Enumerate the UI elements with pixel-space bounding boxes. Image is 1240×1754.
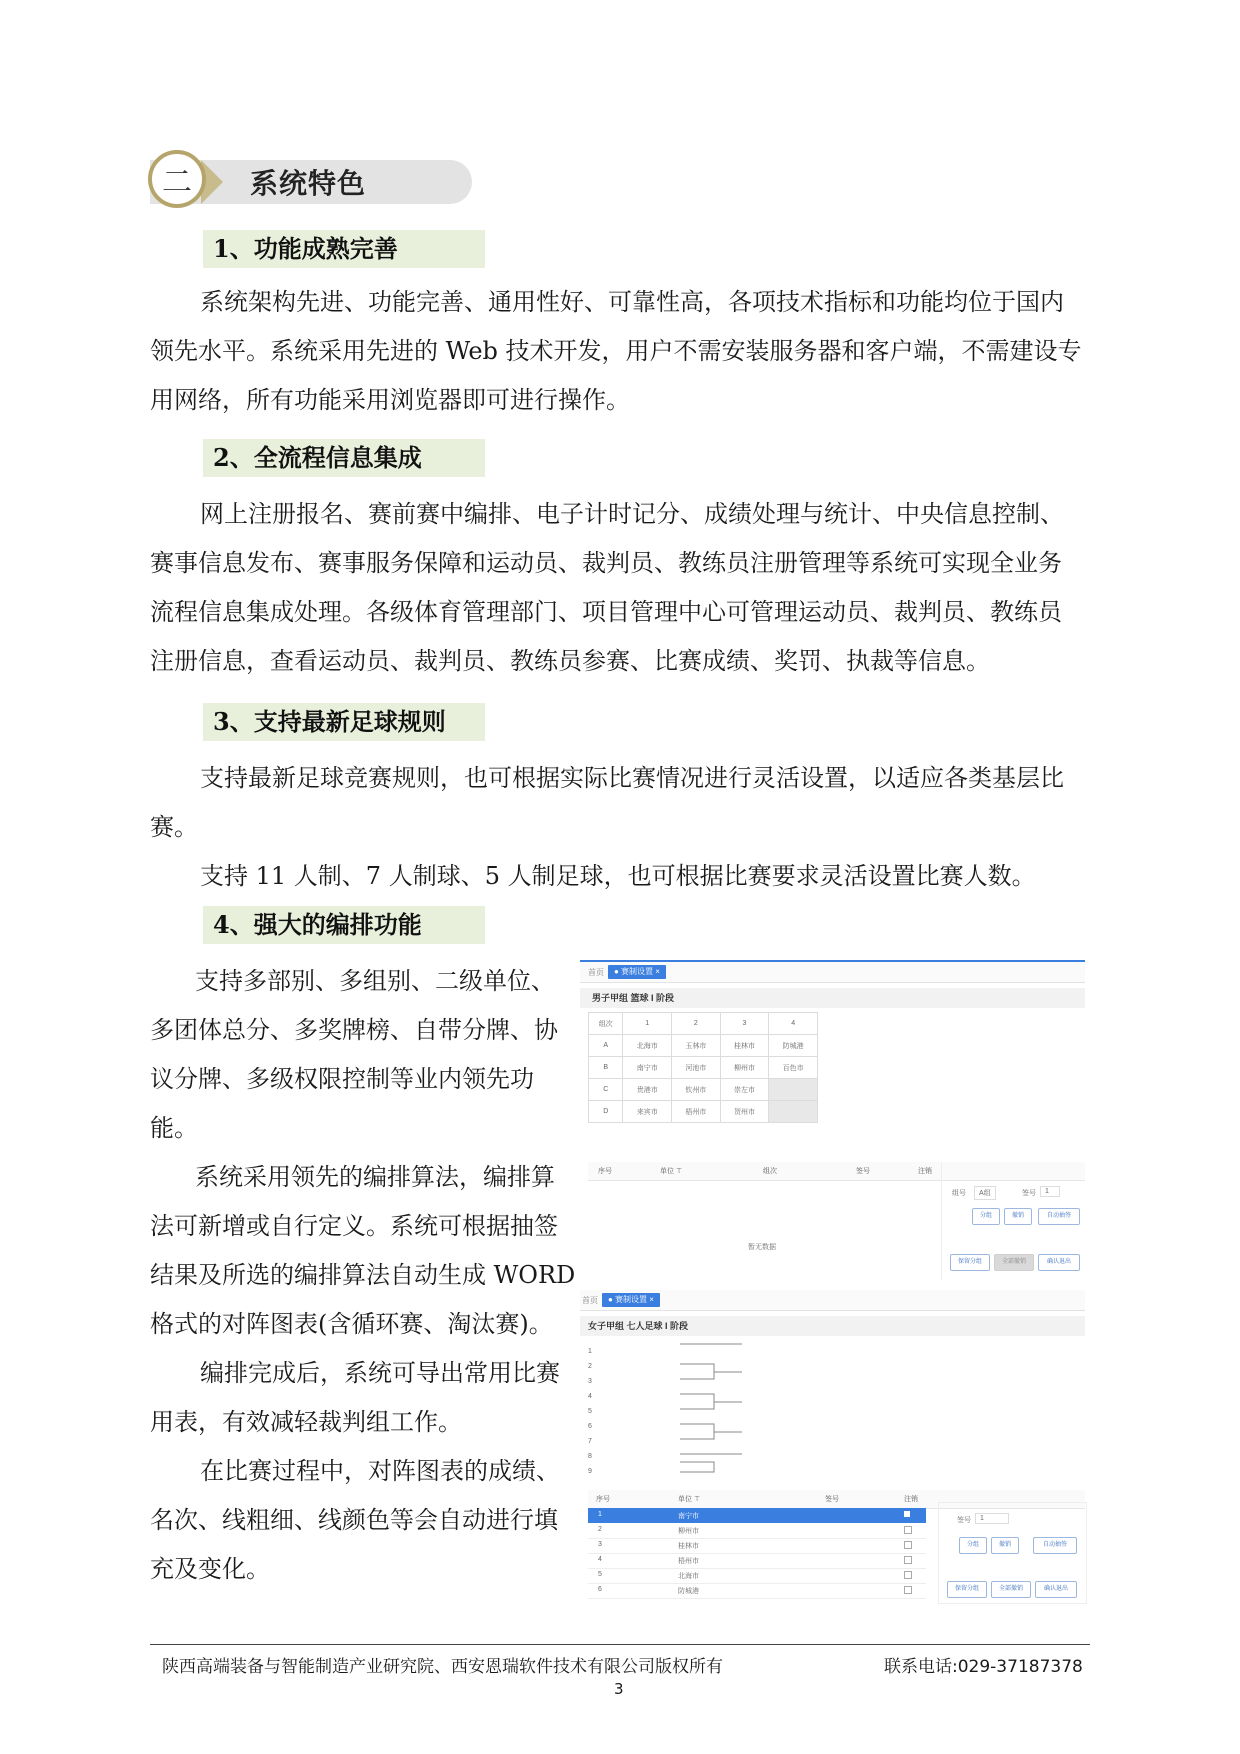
table-row[interactable] xyxy=(588,1523,926,1539)
undo-all-button[interactable]: 全部撤销 xyxy=(994,1254,1034,1271)
paragraph-line: 赛。 xyxy=(150,813,198,841)
table-cell[interactable]: 桂林市 xyxy=(720,1035,769,1057)
subsection-heading-3: 3、支持最新足球规则 xyxy=(203,703,485,741)
checkbox[interactable] xyxy=(904,1556,912,1564)
table-cell-empty xyxy=(769,1079,818,1101)
group-select[interactable]: A组 xyxy=(974,1186,996,1200)
page-number: 3 xyxy=(614,1680,624,1698)
table-cell[interactable]: 玉林市 xyxy=(672,1035,721,1057)
table-header-cell: 4 xyxy=(769,1013,818,1035)
section-title: 系统特色 xyxy=(250,167,367,200)
paragraph-line: 格式的对阵图表(含循环赛、淘汰赛)。 xyxy=(150,1310,553,1338)
paragraph-line: 能。 xyxy=(150,1114,198,1142)
group-label: 组号 xyxy=(952,1190,966,1197)
paragraph-line: 充及变化。 xyxy=(150,1555,270,1583)
empty-state-text: 暂无数据 xyxy=(748,1244,776,1251)
row-index: 6 xyxy=(598,1586,602,1593)
group-table xyxy=(588,1012,818,1123)
table-row[interactable] xyxy=(588,1553,926,1569)
undo-button[interactable]: 撤销 xyxy=(1004,1208,1032,1225)
table-cell[interactable]: 百色市 xyxy=(769,1057,818,1079)
paragraph-line: 支持 11 人制、7 人制球、5 人制足球，也可根据比赛要求灵活设置比赛人数。 xyxy=(200,862,1036,890)
column-header: 签号 xyxy=(825,1496,839,1503)
sign-label: 签号 xyxy=(957,1517,971,1524)
seed-number: 2 xyxy=(588,1363,592,1370)
column-header: 序号 xyxy=(598,1168,612,1175)
confirm-exit-button[interactable]: 确认退出 xyxy=(1038,1254,1080,1271)
paragraph-line: 结果及所选的编排算法自动生成 WORD xyxy=(150,1261,576,1289)
footer-phone: 联系电话:029-37187378 xyxy=(884,1657,1083,1677)
subsection-heading-2: 2、全流程信息集成 xyxy=(203,439,485,477)
screenshot-draw-list xyxy=(588,1162,1085,1280)
table-cell[interactable]: 贺州市 xyxy=(720,1101,769,1123)
table-row[interactable] xyxy=(588,1568,926,1584)
checkbox[interactable] xyxy=(904,1511,910,1517)
seed-number: 6 xyxy=(588,1423,592,1430)
column-header: 注销 xyxy=(918,1168,932,1175)
bracket-seed-numbers xyxy=(588,1344,592,1479)
table-row-selected[interactable] xyxy=(588,1508,926,1523)
column-header[interactable]: 单位 ⊤ xyxy=(660,1168,683,1175)
screenshot-group-draw xyxy=(580,960,1085,1132)
table-row[interactable] xyxy=(588,1583,926,1599)
paragraph-line: 法可新增或自行定义。系统可根据抽签 xyxy=(150,1212,558,1240)
paragraph-line: 在比赛过程中，对阵图表的成绩、 xyxy=(200,1457,560,1485)
draw-control-panel xyxy=(941,1162,1086,1280)
confirm-exit-button[interactable]: 确认退出 xyxy=(1035,1581,1077,1598)
footer-copyright: 陕西高端装备与智能制造产业研究院、西安恩瑞软件技术有限公司版权所有 xyxy=(162,1657,723,1677)
tab-home[interactable]: 首页 xyxy=(582,1296,598,1305)
paragraph-line: 支持多部别、多组别、二级单位、 xyxy=(195,967,555,995)
table-cell[interactable]: 钦州市 xyxy=(672,1079,721,1101)
paragraph-line: 用表，有效减轻裁判组工作。 xyxy=(150,1408,462,1436)
keep-groups-button[interactable]: 保留分组 xyxy=(950,1254,990,1271)
sign-control-panel xyxy=(938,1502,1087,1604)
table-cell[interactable]: 河池市 xyxy=(672,1057,721,1079)
table-cell-empty xyxy=(769,1101,818,1123)
footer-divider xyxy=(150,1644,1090,1645)
tab-home[interactable]: 首页 xyxy=(588,968,604,977)
table-header-cell: 组次 xyxy=(589,1013,623,1035)
checkbox[interactable] xyxy=(904,1526,912,1534)
table-cell[interactable]: 来宾市 xyxy=(623,1101,672,1123)
row-unit: 防城港 xyxy=(678,1588,699,1595)
row-unit: 梧州市 xyxy=(678,1558,699,1565)
table-cell: D xyxy=(589,1101,623,1123)
table-header-cell: 3 xyxy=(720,1013,769,1035)
breadcrumb: 男子甲组 篮球 I 阶段 xyxy=(580,988,1085,1008)
paragraph-line: 系统采用领先的编排算法，编排算 xyxy=(195,1163,555,1191)
row-index: 2 xyxy=(598,1526,602,1533)
seed-number: 9 xyxy=(588,1468,592,1475)
paragraph-line: 赛事信息发布、赛事服务保障和运动员、裁判员、教练员注册管理等系统可实现全业务 xyxy=(150,549,1062,577)
checkbox[interactable] xyxy=(904,1586,912,1594)
table-cell: A xyxy=(589,1035,623,1057)
paragraph-line: 用网络，所有功能采用浏览器即可进行操作。 xyxy=(150,386,630,414)
group-button[interactable]: 分组 xyxy=(959,1537,987,1554)
column-header: 序号 xyxy=(596,1496,610,1503)
seed-number: 3 xyxy=(588,1378,592,1385)
seed-number: 5 xyxy=(588,1408,592,1415)
subsection-heading-1: 1、功能成熟完善 xyxy=(203,230,485,268)
seed-number: 7 xyxy=(588,1438,592,1445)
group-button[interactable]: 分组 xyxy=(972,1208,1000,1225)
seed-number: 8 xyxy=(588,1453,592,1460)
row-unit: 南宁市 xyxy=(678,1513,699,1520)
table-row[interactable] xyxy=(588,1538,926,1554)
row-index: 5 xyxy=(598,1571,602,1578)
seed-number: 4 xyxy=(588,1393,592,1400)
seed-number: 1 xyxy=(588,1348,592,1355)
undo-button[interactable]: 撤销 xyxy=(991,1537,1019,1554)
row-index: 1 xyxy=(598,1511,602,1518)
checkbox[interactable] xyxy=(904,1541,912,1549)
tab-schedule-settings[interactable]: ● 赛制设置 × xyxy=(602,1293,660,1307)
auto-draw-button[interactable]: 自动抽签 xyxy=(1033,1537,1077,1554)
column-header[interactable]: 单位 ⊤ xyxy=(678,1496,701,1503)
column-header: 组次 xyxy=(763,1168,777,1175)
paragraph-line: 名次、线粗细、线颜色等会自动进行填 xyxy=(150,1506,558,1534)
sign-input[interactable]: 1 xyxy=(975,1513,1009,1524)
breadcrumb: 女子甲组 七人足球 I 阶段 xyxy=(580,1316,1085,1336)
screenshot-sign-list xyxy=(588,1490,1085,1610)
subsection-heading-4: 4、强大的编排功能 xyxy=(203,906,485,944)
paragraph-line: 系统架构先进、功能完善、通用性好、可靠性高，各项技术指标和功能均位于国内 xyxy=(200,288,1064,316)
column-header: 注销 xyxy=(904,1496,918,1503)
sign-label: 签号 xyxy=(1022,1190,1036,1197)
auto-draw-button[interactable]: 自动抽签 xyxy=(1038,1208,1080,1225)
bracket-lines xyxy=(680,1340,800,1480)
column-header: 签号 xyxy=(856,1168,870,1175)
keep-groups-button[interactable]: 保留分组 xyxy=(947,1581,987,1598)
table-cell: C xyxy=(589,1079,623,1101)
tab-bar xyxy=(580,1290,1085,1311)
paragraph-line: 领先水平。系统采用先进的 Web 技术开发，用户不需安装服务器和客户端，不需建设专 xyxy=(150,337,1082,365)
row-unit: 桂林市 xyxy=(678,1543,699,1550)
table-cell[interactable]: 崇左市 xyxy=(720,1079,769,1101)
paragraph-line: 支持最新足球竞赛规则，也可根据实际比赛情况进行灵活设置，以适应各类基层比 xyxy=(200,764,1064,792)
tab-schedule-settings[interactable]: ● 赛制设置 × xyxy=(608,965,666,979)
row-index: 4 xyxy=(598,1556,602,1563)
paragraph-line: 流程信息集成处理。各级体育管理部门、项目管理中心可管理运动员、裁判员、教练员 xyxy=(150,598,1062,626)
section-number-badge: 二 xyxy=(148,150,206,208)
paragraph-line: 编排完成后，系统可导出常用比赛 xyxy=(200,1359,560,1387)
row-unit: 柳州市 xyxy=(678,1528,699,1535)
table-cell[interactable]: 梧州市 xyxy=(672,1101,721,1123)
table-header-cell: 1 xyxy=(623,1013,672,1035)
row-index: 3 xyxy=(598,1541,602,1548)
table-cell[interactable]: 北海市 xyxy=(623,1035,672,1057)
paragraph-line: 多团体总分、多奖牌榜、自带分牌、协 xyxy=(150,1016,558,1044)
table-header-cell: 2 xyxy=(672,1013,721,1035)
paragraph-line: 网上注册报名、赛前赛中编排、电子计时记分、成绩处理与统计、中央信息控制、 xyxy=(200,500,1064,528)
table-cell[interactable]: 南宁市 xyxy=(623,1057,672,1079)
row-unit: 北海市 xyxy=(678,1573,699,1580)
table-cell[interactable]: 柳州市 xyxy=(720,1057,769,1079)
table-cell[interactable]: 贵港市 xyxy=(623,1079,672,1101)
checkbox[interactable] xyxy=(904,1571,912,1579)
paragraph-line: 注册信息，查看运动员、裁判员、教练员参赛、比赛成绩、奖罚、执裁等信息。 xyxy=(150,647,990,675)
undo-all-button[interactable]: 全部撤销 xyxy=(991,1581,1031,1598)
paragraph-line: 议分牌、多级权限控制等业内领先功 xyxy=(150,1065,534,1093)
table-cell: B xyxy=(589,1057,623,1079)
tab-bar xyxy=(580,962,1085,983)
table-cell[interactable]: 防城港 xyxy=(769,1035,818,1057)
screenshot-bracket xyxy=(580,1290,1085,1482)
sign-input[interactable]: 1 xyxy=(1040,1186,1060,1197)
